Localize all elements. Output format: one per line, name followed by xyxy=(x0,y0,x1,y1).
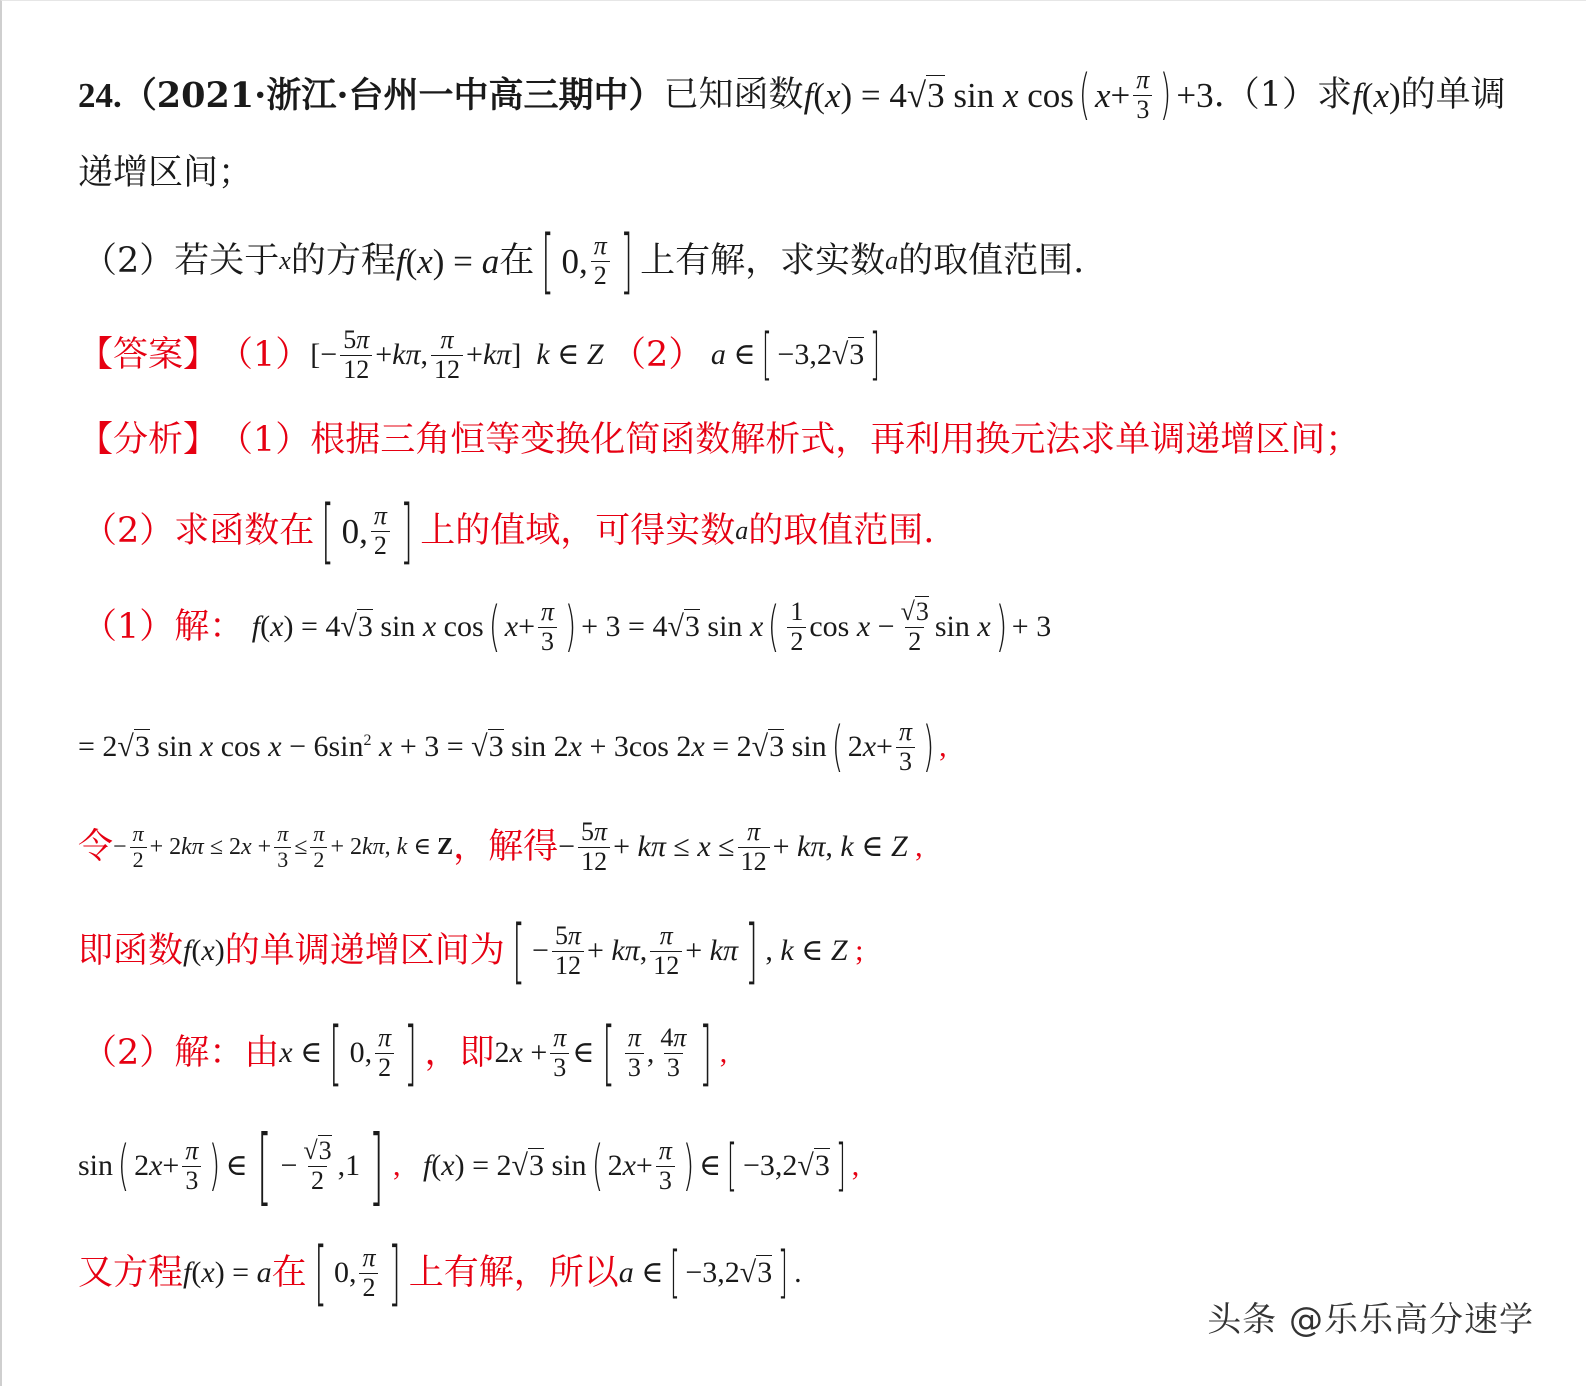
analysis-label: 【分析】 xyxy=(78,420,219,460)
problem-line-2 xyxy=(78,153,254,193)
problem-line-1: 24. （2021·浙江·台州一中高三期中） 已知函数 f(x) = 4√3 sin x cos ( x + $\frac{\pi}{3}$ ) +3 .（1）求 f(x) 的单调 xyxy=(78,63,1506,127)
part2-text-c: 在 xyxy=(499,240,535,281)
solution-1-line-3: 令 − $\frac{\pi}{2}$ + 2kπ ≤ 2x + $\frac{\pi}{3}$ ≤ $\frac{\pi}{2}$ + 2kπ, k ∈ Z ，解得 − $\frac{5\pi}{12}$ + kπ ≤ x ≤ $\frac{\pi}{12}$ + kπ, k ∈ Z , xyxy=(78,817,923,876)
analysis-text-1: （1）根据三角恒等变换化简函数解析式，再利用换元法求单调递增区间； xyxy=(218,420,1361,460)
solution-2-line-1: （2）解：由 x ∈ [ 0, π 2 ] ，即 2x + $\frac{\pi}{3}$ ∈ [ π 3 , 4π 3 ] , xyxy=(82,1012,728,1094)
part1-text: .（1）求 xyxy=(1213,74,1353,115)
formula-f: f(x) = 4√3 sin x cos xyxy=(803,75,1074,115)
analysis-line-1 xyxy=(78,420,1361,460)
part2-text-d: 上有解，求实数 xyxy=(640,240,886,281)
solution-1-label: （1）解： xyxy=(82,606,245,647)
so-text-a: 即函数 xyxy=(78,930,184,971)
solution-2-line-2: sin ( 2x+ $\frac{\pi}{3}$ ) ∈ [ − $\frac{√3}{2}$ ,1 ] , f(x) = 2√3 sin ( 2x+ $\frac{\pi}{3}$ ) ∈ [ −3,2√3 ] , xyxy=(78,1117,860,1215)
final-text-a: 又方程 xyxy=(78,1252,184,1293)
solution-2-line-3: 又方程 f(x) = a 在 [ 0, π 2 ] 上有解，所以 a ∈ [ −3,2√3 ] . xyxy=(78,1232,802,1314)
answer-label: 【答案】 xyxy=(78,334,219,375)
part1-end: 的单调 xyxy=(1400,74,1506,115)
answer-part1-label: （1） xyxy=(218,334,311,375)
part2-text-a: （2）若关于 xyxy=(82,240,280,281)
solution-1-line-2: = 2√3 sin x $\cos x - 6\sin^2$ x + 3 = √3 sin 2x + 3cos 2x = 2√3 sin ( 2x+ $\frac{\pi}{3}$ ) , xyxy=(78,715,947,779)
problem-part-2: （2）若关于 x 的方程 f(x) = a 在 [ 0, π 2 ] 上有解，求实数 a 的取值范围. xyxy=(82,220,1085,302)
final-text-b: 在 xyxy=(271,1252,307,1293)
solution-1-line-4: 即函数 f(x) 的单调递增区间为 [ − $\frac{5\pi}{12}$ + kπ, π 12 + kπ ] , k ∈ Z ; xyxy=(78,910,864,992)
analysis-text-2c: 的取值范围. xyxy=(748,510,935,551)
so-text-b: 的单调递增区间为 xyxy=(224,930,505,971)
analysis-text-2b: 上的值域，可得实数 xyxy=(420,510,736,551)
solved-text: ，解得 xyxy=(453,826,559,867)
final-text-c: 上有解，所以 xyxy=(408,1252,619,1293)
watermark: 头条 @乐乐高分速学 xyxy=(1207,1300,1534,1340)
solution-2-label: （2）解：由 xyxy=(82,1032,280,1073)
problem-source: （2021·浙江·台州一中高三期中） xyxy=(121,74,664,116)
answer-part2-label: （2） xyxy=(611,334,704,375)
analysis-text-2a: （2）求函数在 xyxy=(82,510,315,551)
answer-line: 【答案】 （1） [− $\frac{5\pi}{12}$ +kπ, π 12 +kπ] k ∈ Z （2） a ∈ [ −3,2√3 ] xyxy=(78,322,881,388)
fraction: $\frac{\pi}{3}$ xyxy=(1133,66,1152,124)
part2-text-e: 的取值范围. xyxy=(898,240,1085,281)
solution-2-mid: ，即 xyxy=(424,1032,495,1073)
analysis-line-2: （2）求函数在 [ 0, π 2 ] 上的值域，可得实数 a 的取值范围. xyxy=(82,490,935,572)
problem-line-2-text: 递增区间； xyxy=(78,153,254,193)
let-text: 令 xyxy=(78,826,114,867)
solution-1-line-1: （1）解： f(x) = 4√3 sin x cos ( x + $\frac{\pi}{3}$ ) + 3 = 4√3 sin x ( 1 2 cos x − $\frac{√3}{2}$ sin x ) + 3 xyxy=(82,595,1052,659)
problem-number: 24. xyxy=(78,75,122,115)
part2-text-b: 的方程 xyxy=(290,240,396,281)
problem-stem: 已知函数 xyxy=(663,74,804,115)
